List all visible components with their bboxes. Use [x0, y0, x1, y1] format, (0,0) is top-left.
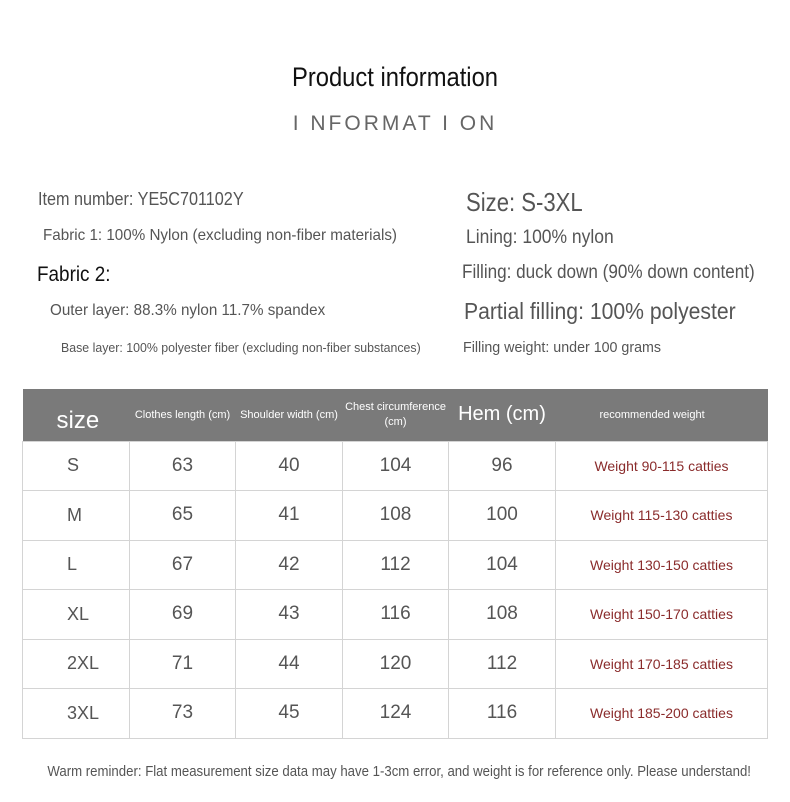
- cell-weight: Weight 185-200 catties: [556, 689, 768, 739]
- table-row: [23, 540, 768, 590]
- cell-hem: 112: [449, 639, 556, 689]
- cell-hem: 116: [449, 689, 556, 739]
- header-chest-line1: Chest circumference: [345, 400, 446, 413]
- cell-shoulder: 44: [236, 639, 343, 689]
- table-row: [23, 689, 768, 739]
- fabric-2-heading: Fabric 2:: [37, 263, 111, 286]
- cell-weight: Weight 90-115 catties: [556, 441, 768, 491]
- item-number: Item number: YE5C701102Y: [38, 189, 244, 209]
- filling-weight: Filling weight: under 100 grams: [463, 339, 662, 356]
- cell-size: S: [23, 441, 130, 491]
- header-weight: recommended weight: [556, 389, 768, 441]
- header-shoulder: Shoulder width (cm): [236, 389, 343, 441]
- table-row: [23, 491, 768, 541]
- header-length: Clothes length (cm): [130, 389, 236, 441]
- cell-shoulder: 43: [236, 590, 343, 640]
- table-row: [23, 590, 768, 640]
- cell-size: L: [23, 540, 130, 590]
- cell-length: 67: [130, 540, 236, 590]
- table-row: [23, 441, 768, 491]
- cell-chest: 124: [343, 689, 449, 739]
- cell-weight: Weight 130-150 catties: [556, 540, 768, 590]
- cell-size: M: [23, 491, 130, 541]
- cell-chest: 120: [343, 639, 449, 689]
- warm-reminder: Warm reminder: Flat measurement size data may have 1-3cm error, and weight is for reference only. Please understand!: [47, 763, 751, 780]
- header-chest: [343, 389, 449, 441]
- header-hem: Hem (cm): [449, 389, 556, 441]
- cell-hem: 108: [449, 590, 556, 640]
- cell-size: 3XL: [23, 689, 130, 739]
- lining: Lining: 100% nylon: [466, 227, 614, 248]
- cell-size: 2XL: [23, 639, 130, 689]
- cell-shoulder: 42: [236, 540, 343, 590]
- page-title: Product information: [291, 62, 499, 92]
- cell-shoulder: 41: [236, 491, 343, 541]
- cell-hem: 104: [449, 540, 556, 590]
- header-size: size: [23, 389, 130, 441]
- cell-length: 69: [130, 590, 236, 640]
- size-table: [22, 389, 768, 739]
- cell-hem: 100: [449, 491, 556, 541]
- partial-filling: Partial filling: 100% polyester: [464, 298, 736, 324]
- cell-weight: Weight 115-130 catties: [556, 491, 768, 541]
- cell-length: 73: [130, 689, 236, 739]
- header-chest-line2: (cm): [384, 415, 407, 428]
- cell-chest: 108: [343, 491, 449, 541]
- cell-weight: Weight 150-170 catties: [556, 590, 768, 640]
- cell-weight: Weight 170-185 catties: [556, 639, 768, 689]
- cell-size: XL: [23, 590, 130, 640]
- cell-shoulder: 45: [236, 689, 343, 739]
- cell-length: 63: [130, 441, 236, 491]
- fabric-1: Fabric 1: 100% Nylon (excluding non-fiber materials): [43, 227, 397, 244]
- outer-layer: Outer layer: 88.3% nylon 11.7% spandex: [50, 302, 326, 319]
- cell-length: 65: [130, 491, 236, 541]
- cell-shoulder: 40: [236, 441, 343, 491]
- filling: Filling: duck down (90% down content): [462, 262, 755, 283]
- cell-chest: 116: [343, 590, 449, 640]
- size-range: Size: S-3XL: [466, 187, 583, 217]
- cell-chest: 104: [343, 441, 449, 491]
- cell-chest: 112: [343, 540, 449, 590]
- page-subtitle: I NFORMAT I ON: [292, 112, 498, 135]
- table-header-row: [23, 389, 768, 441]
- base-layer: Base layer: 100% polyester fiber (excluding non-fiber substances): [61, 340, 421, 355]
- cell-length: 71: [130, 639, 236, 689]
- cell-hem: 96: [449, 441, 556, 491]
- table-row: [23, 639, 768, 689]
